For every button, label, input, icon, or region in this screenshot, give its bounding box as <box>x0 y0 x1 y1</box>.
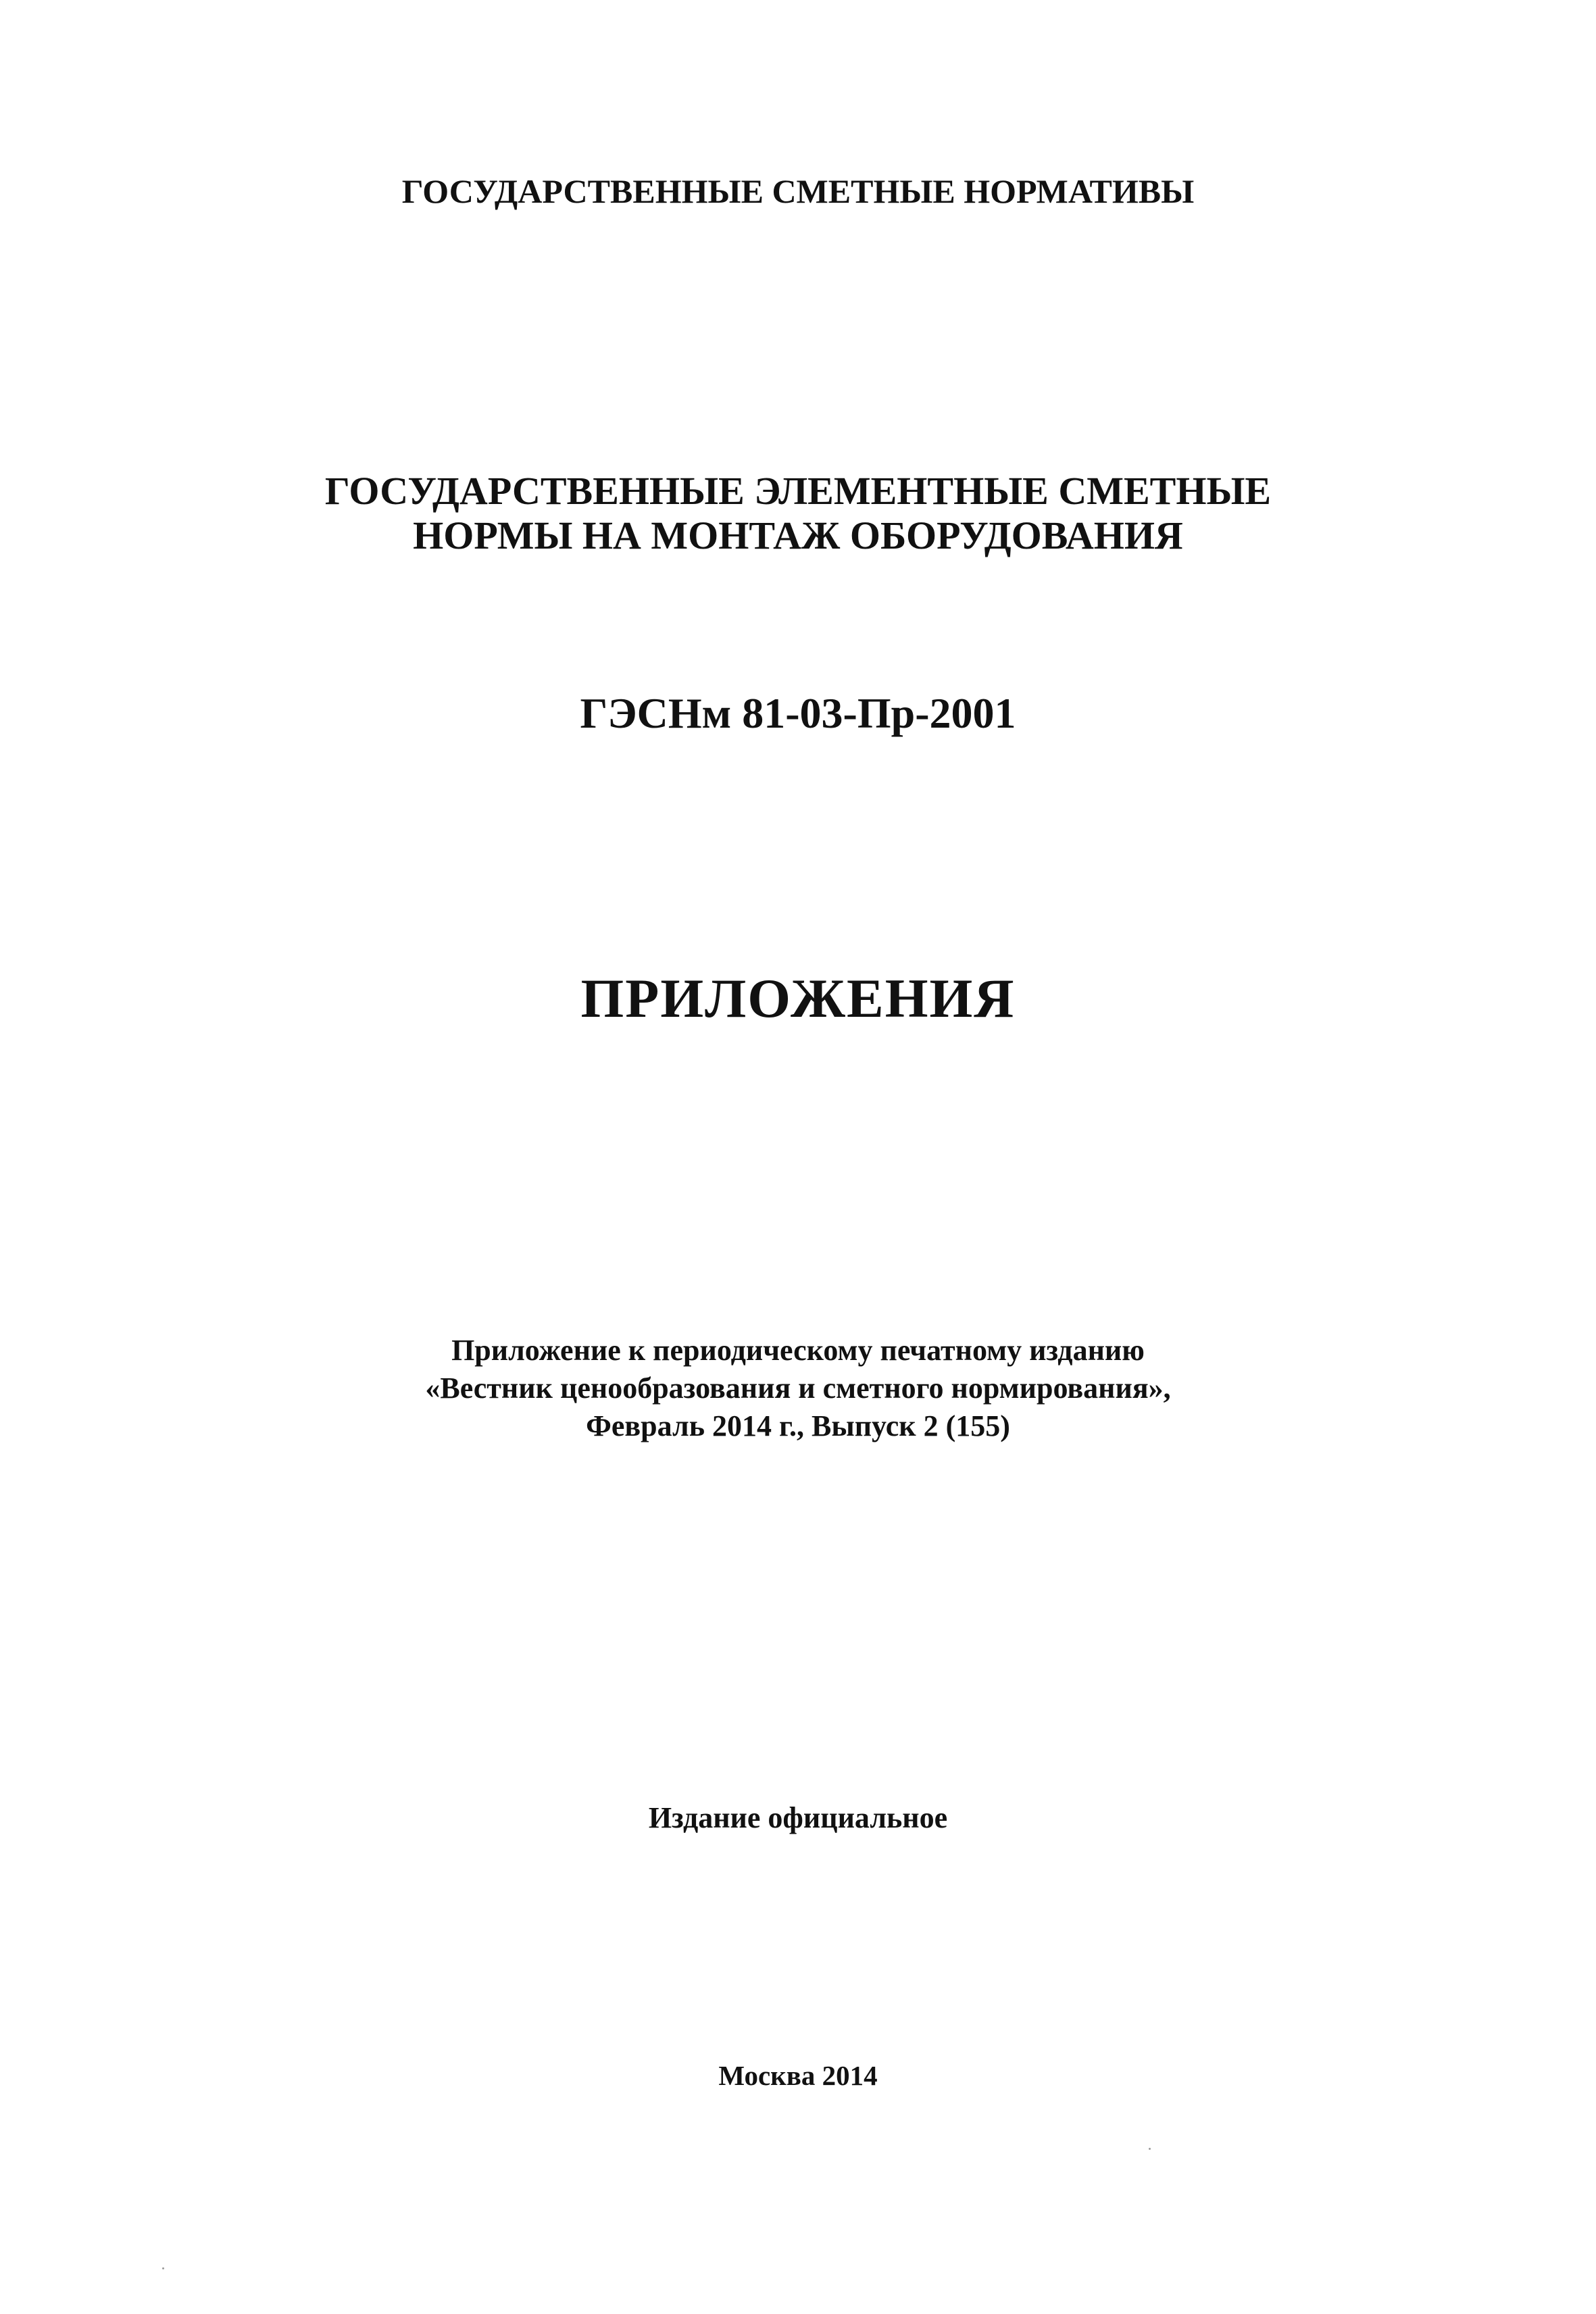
section-title: ПРИЛОЖЕНИЯ <box>580 967 1016 1029</box>
document-code: ГЭСНм 81-03-Пр-2001 <box>580 689 1016 737</box>
city-year: Москва 2014 <box>718 2060 878 2091</box>
header-line: ГОСУДАРСТВЕННЫЕ СМЕТНЫЕ НОРМАТИВЫ <box>401 172 1195 210</box>
appendix-note-line-1: Приложение к периодическому печатному изданию <box>451 1334 1145 1367</box>
edition-label: Издание официальное <box>648 1801 948 1834</box>
title-line-2: НОРМЫ НА МОНТАЖ ОБОРУДОВАНИЯ <box>413 513 1183 557</box>
appendix-note-line-3: Февраль 2014 г., Выпуск 2 (155) <box>586 1409 1010 1442</box>
title-line-1: ГОСУДАРСТВЕННЫЕ ЭЛЕМЕНТНЫЕ СМЕТНЫЕ <box>324 469 1272 513</box>
scan-speck <box>162 2267 164 2269</box>
scan-speck <box>1149 2148 1151 2150</box>
appendix-note-line-2: «Вестник ценообразования и сметного нормирования», <box>425 1372 1171 1405</box>
